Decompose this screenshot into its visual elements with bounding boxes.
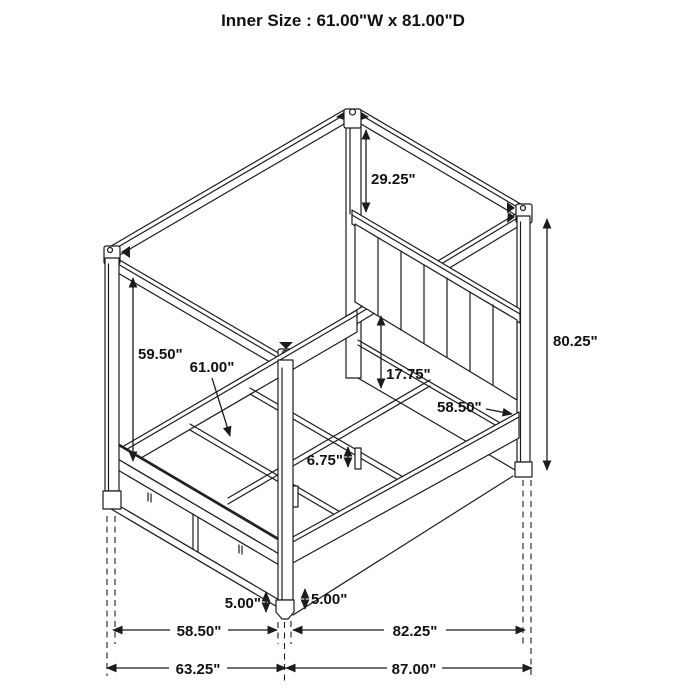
- dim-label-overall-height: 80.25": [553, 333, 598, 350]
- near-side-rail: [291, 412, 519, 564]
- dim-label-depth-overall: 87.00": [391, 661, 437, 678]
- dim-label-slat-width: 61.00": [189, 359, 235, 376]
- left-post: [103, 258, 121, 509]
- leader-line-rail-inner-length: [486, 409, 512, 414]
- bed-illustration: [103, 109, 532, 619]
- dim-label-width-overall: 63.25": [175, 661, 221, 678]
- cross-slat-rear: [250, 388, 405, 484]
- dim-label-front-leg-right: 5.00": [311, 591, 348, 608]
- dim-label-width-inner-span: 58.50": [176, 623, 222, 640]
- dimension-row-overall: [107, 661, 532, 678]
- dim-label-slat-leg: 6.75": [306, 452, 343, 469]
- page-title: Inner Size : 61.00"W x 81.00"D: [221, 11, 465, 30]
- dim-label-canopy-to-headboard: 29.25": [371, 171, 416, 188]
- dim-label-floor-to-canopy: 59.50": [138, 346, 183, 363]
- front-post: [276, 360, 294, 619]
- dim-label-front-leg-left: 5.00": [224, 595, 261, 612]
- dim-label-floor-to-headboard-panel: 17.75": [386, 366, 431, 383]
- slat-support-leg: [355, 448, 361, 469]
- dim-label-depth-inner-span: 82.25": [392, 623, 438, 640]
- dimension-row-inner-spans: [113, 623, 525, 640]
- dim-label-rail-inner-length: 58.50": [437, 399, 482, 416]
